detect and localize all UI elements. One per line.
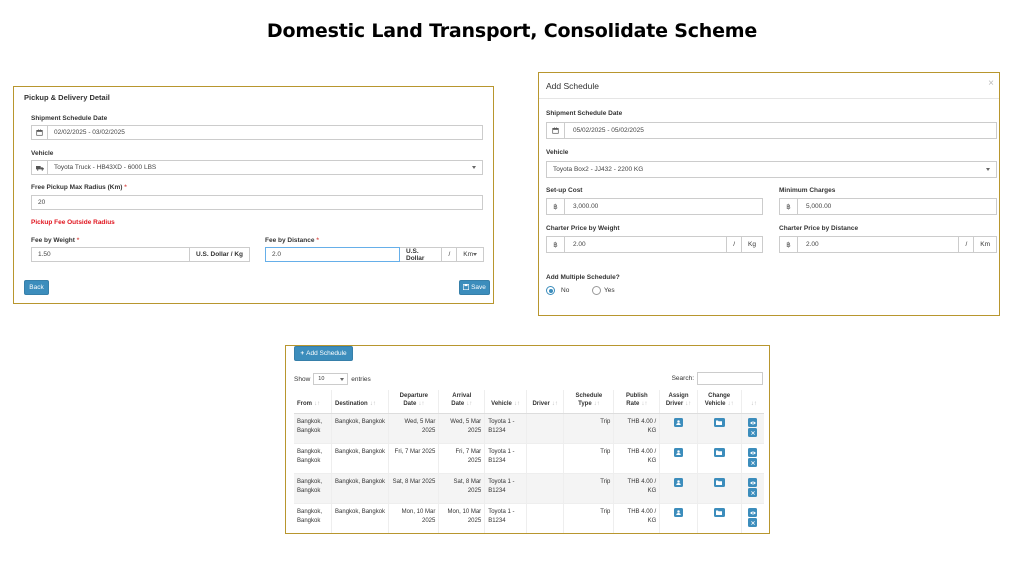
cell-from: Bangkok, Bangkok bbox=[294, 444, 332, 474]
change-vehicle-button[interactable] bbox=[714, 508, 725, 517]
radius-value: 20 bbox=[38, 199, 46, 206]
sort-icon: ↓↑ bbox=[593, 401, 600, 407]
entries-label: entries bbox=[351, 375, 371, 383]
delete-icon bbox=[751, 461, 755, 465]
eye-icon bbox=[750, 421, 756, 425]
cell-actions bbox=[741, 414, 764, 444]
col-destination[interactable] bbox=[332, 390, 389, 414]
cell-from: Bangkok, Bangkok bbox=[294, 414, 332, 444]
sort-icon: ↓↑ bbox=[750, 401, 757, 407]
col-change-vehicle[interactable] bbox=[697, 390, 741, 414]
cell-rate: THB 4.00 / KG bbox=[614, 474, 660, 504]
delete-button[interactable] bbox=[748, 428, 757, 437]
fee-distance-addon bbox=[400, 247, 484, 262]
baht-icon: ฿ bbox=[780, 237, 798, 252]
fee-distance-label bbox=[265, 237, 319, 244]
cell-arrival: Fri, 7 Mar 2025 bbox=[439, 444, 485, 474]
sort-icon: ↓↑ bbox=[641, 401, 648, 407]
view-button[interactable] bbox=[748, 478, 757, 487]
schedule-list-panel bbox=[285, 345, 770, 534]
eye-icon bbox=[750, 511, 756, 515]
table-row bbox=[294, 414, 764, 444]
user-icon bbox=[676, 480, 681, 485]
schedule-date-value: 02/02/2025 - 03/02/2025 bbox=[54, 129, 125, 136]
cell-departure: Fri, 7 Mar 2025 bbox=[389, 444, 439, 474]
required-mark: * bbox=[124, 184, 127, 191]
radius-label-text: Free Pickup Max Radius (Km) bbox=[31, 184, 123, 191]
cell-driver bbox=[526, 474, 564, 504]
cell-type: Trip bbox=[564, 414, 614, 444]
cell-vehicle: Toyota 1 - B1234 bbox=[485, 504, 527, 534]
cell-type: Trip bbox=[564, 444, 614, 474]
min-charges-input[interactable] bbox=[779, 198, 997, 215]
col-destination-label: Destination bbox=[335, 401, 368, 407]
col-assign-driver[interactable] bbox=[660, 390, 698, 414]
save-label: Save bbox=[471, 284, 486, 291]
save-icon bbox=[463, 284, 469, 292]
cell-arrival: Mon, 10 Mar 2025 bbox=[439, 504, 485, 534]
cell-assign-driver bbox=[660, 504, 698, 534]
cell-destination: Bangkok, Bangkok bbox=[332, 504, 389, 534]
back-button[interactable]: Back bbox=[24, 280, 49, 295]
caret-down-icon bbox=[473, 253, 477, 256]
fee-weight-label-text: Fee by Weight bbox=[31, 237, 75, 244]
col-from[interactable] bbox=[294, 390, 332, 414]
table-row bbox=[294, 504, 764, 534]
col-arrival-date[interactable] bbox=[439, 390, 485, 414]
folder-icon bbox=[716, 420, 722, 425]
col-schedule-type[interactable] bbox=[564, 390, 614, 414]
modal-title: Add Schedule bbox=[546, 81, 599, 91]
caret-down-icon bbox=[472, 166, 476, 169]
outside-radius-label: Pickup Fee Outside Radius bbox=[31, 219, 115, 226]
vehicle-select[interactable] bbox=[31, 160, 483, 175]
schedule-date-label: Shipment Schedule Date bbox=[31, 115, 108, 122]
fee-distance-currency: U.S. Dollar bbox=[406, 247, 425, 262]
schedule-table-body bbox=[294, 414, 764, 534]
charter-distance-label: Charter Price by Distance bbox=[779, 225, 859, 232]
view-button[interactable] bbox=[748, 448, 757, 457]
cell-from: Bangkok, Bangkok bbox=[294, 504, 332, 534]
radio-no[interactable] bbox=[546, 286, 569, 295]
change-vehicle-button[interactable] bbox=[714, 478, 725, 487]
close-icon[interactable]: × bbox=[988, 78, 994, 89]
vehicle-value: Toyota Truck - HB43XD - 6000 LBS bbox=[54, 164, 157, 171]
eye-icon bbox=[750, 481, 756, 485]
delete-icon bbox=[751, 521, 755, 525]
cell-from: Bangkok, Bangkok bbox=[294, 474, 332, 504]
radio-yes-label: Yes bbox=[604, 287, 615, 294]
baht-icon: ฿ bbox=[780, 199, 798, 214]
col-vehicle[interactable] bbox=[485, 390, 527, 414]
assign-driver-button[interactable] bbox=[674, 418, 683, 427]
col-type-label: Schedule Type bbox=[575, 393, 603, 407]
chevron-down-icon bbox=[340, 378, 344, 381]
cell-destination: Bangkok, Bangkok bbox=[332, 414, 389, 444]
delete-button[interactable] bbox=[748, 488, 757, 497]
multiple-schedule-label: Add Multiple Schedule? bbox=[546, 274, 620, 281]
sort-icon: ↓↑ bbox=[369, 401, 376, 407]
radius-label bbox=[31, 184, 127, 191]
cell-destination: Bangkok, Bangkok bbox=[332, 444, 389, 474]
vehicle-label: Vehicle bbox=[31, 150, 54, 157]
col-actions[interactable] bbox=[741, 390, 764, 414]
setup-cost-label: Set-up Cost bbox=[546, 187, 583, 194]
modal-header-divider bbox=[539, 98, 999, 99]
slash-separator: / bbox=[441, 248, 456, 261]
assign-driver-button[interactable] bbox=[674, 448, 683, 457]
add-schedule-modal bbox=[538, 72, 1000, 316]
folder-icon bbox=[716, 450, 722, 455]
delete-button[interactable] bbox=[748, 518, 757, 527]
schedule-date-field[interactable] bbox=[31, 125, 483, 140]
truck-icon bbox=[32, 161, 48, 174]
charter-weight-label: Charter Price by Weight bbox=[546, 225, 620, 232]
delete-icon bbox=[751, 491, 755, 495]
col-publish-rate[interactable] bbox=[614, 390, 660, 414]
sort-icon: ↓↑ bbox=[513, 401, 520, 407]
schedule-date-value: 05/02/2025 - 05/02/2025 bbox=[573, 127, 644, 134]
cell-actions bbox=[741, 474, 764, 504]
search-label: Search: bbox=[671, 375, 694, 382]
schedule-date-field[interactable] bbox=[546, 122, 997, 139]
user-icon bbox=[676, 420, 681, 425]
cell-departure: Sat, 8 Mar 2025 bbox=[389, 474, 439, 504]
sort-icon: ↓↑ bbox=[418, 401, 425, 407]
cell-vehicle: Toyota 1 - B1234 bbox=[485, 444, 527, 474]
col-from-label: From bbox=[297, 401, 312, 407]
fee-distance-input[interactable] bbox=[265, 247, 400, 262]
panel-title: Pickup & Delivery Detail bbox=[24, 93, 110, 102]
assign-driver-button[interactable] bbox=[674, 478, 683, 487]
min-charges-label: Minimum Charges bbox=[779, 187, 836, 194]
charter-distance-value: 2.00 bbox=[806, 241, 819, 248]
calendar-icon bbox=[32, 126, 48, 139]
required-mark: * bbox=[76, 237, 80, 244]
plus-icon: + bbox=[300, 350, 305, 357]
sort-icon: ↓↑ bbox=[551, 401, 558, 407]
delete-icon bbox=[751, 431, 755, 435]
cell-departure: Mon, 10 Mar 2025 bbox=[389, 504, 439, 534]
col-departure-label: Departure Date bbox=[399, 393, 428, 407]
radius-input[interactable] bbox=[31, 195, 483, 210]
fee-distance-value: 2.0 bbox=[272, 251, 282, 258]
col-vehicle-label: Vehicle bbox=[491, 401, 512, 407]
required-mark: * bbox=[316, 237, 319, 244]
assign-driver-button[interactable] bbox=[674, 508, 683, 517]
slash-separator: / bbox=[958, 237, 973, 252]
radio-dot bbox=[549, 289, 553, 293]
distance-unit-select[interactable] bbox=[456, 248, 483, 261]
charter-weight-value: 2.00 bbox=[573, 241, 586, 248]
cell-assign-driver bbox=[660, 444, 698, 474]
cell-assign-driver bbox=[660, 474, 698, 504]
charter-weight-input[interactable] bbox=[546, 236, 763, 253]
setup-cost-value: 3,000.00 bbox=[573, 203, 599, 210]
search-input[interactable] bbox=[697, 372, 763, 385]
user-icon bbox=[676, 510, 681, 515]
table-row bbox=[294, 444, 764, 474]
vehicle-value: Toyota Box2 - JJ432 - 2200 KG bbox=[553, 166, 644, 173]
col-rate-label: Publish Rate bbox=[625, 393, 648, 407]
cell-vehicle: Toyota 1 - B1234 bbox=[485, 414, 527, 444]
pickup-delivery-panel bbox=[13, 86, 494, 304]
caret-down-icon bbox=[986, 168, 990, 171]
col-assign-label: Assign Driver bbox=[665, 393, 689, 407]
save-button[interactable] bbox=[459, 280, 490, 295]
sort-icon: ↓↑ bbox=[314, 401, 320, 407]
fee-weight-value: 1.50 bbox=[38, 251, 51, 258]
cell-rate: THB 4.00 / KG bbox=[614, 414, 660, 444]
slash-separator: / bbox=[726, 237, 741, 252]
schedule-date-label: Shipment Schedule Date bbox=[546, 110, 623, 117]
cell-arrival: Sat, 8 Mar 2025 bbox=[439, 474, 485, 504]
cell-change-vehicle bbox=[697, 474, 741, 504]
weight-unit: Kg bbox=[741, 237, 762, 252]
fee-distance-label-text: Fee by Distance bbox=[265, 237, 315, 244]
col-driver-label: Driver bbox=[532, 401, 550, 407]
vehicle-label: Vehicle bbox=[546, 149, 569, 156]
view-button[interactable] bbox=[748, 508, 757, 517]
schedule-table bbox=[294, 390, 764, 534]
col-arrival-label: Arrival Date bbox=[451, 393, 472, 407]
cell-actions bbox=[741, 504, 764, 534]
delete-button[interactable] bbox=[748, 458, 757, 467]
cell-vehicle: Toyota 1 - B1234 bbox=[485, 474, 527, 504]
page-size-select[interactable] bbox=[313, 373, 348, 385]
cell-change-vehicle bbox=[697, 414, 741, 444]
view-button[interactable] bbox=[748, 418, 757, 427]
cell-destination: Bangkok, Bangkok bbox=[332, 474, 389, 504]
search-area bbox=[672, 372, 763, 385]
calendar-icon bbox=[547, 123, 565, 138]
sort-icon: ↓↑ bbox=[466, 401, 473, 407]
radio-yes[interactable] bbox=[592, 286, 615, 295]
cell-departure: Wed, 5 Mar 2025 bbox=[389, 414, 439, 444]
eye-icon bbox=[750, 451, 756, 455]
user-icon bbox=[676, 450, 681, 455]
change-vehicle-button[interactable] bbox=[714, 418, 725, 427]
slide-title: Domestic Land Transport, Consolidate Scheme bbox=[266, 20, 758, 42]
cell-driver bbox=[526, 444, 564, 474]
min-charges-value: 5,000.00 bbox=[806, 203, 832, 210]
baht-icon: ฿ bbox=[547, 199, 565, 214]
folder-icon bbox=[716, 510, 722, 515]
cell-type: Trip bbox=[564, 504, 614, 534]
radio-yes-circle[interactable] bbox=[592, 286, 601, 295]
show-label: Show bbox=[294, 375, 311, 383]
cell-driver bbox=[526, 414, 564, 444]
radio-no-circle[interactable] bbox=[546, 286, 555, 295]
page-size-value: 10 bbox=[318, 376, 325, 382]
col-change-label: Change Vehicle bbox=[704, 393, 731, 407]
cell-assign-driver bbox=[660, 414, 698, 444]
table-row bbox=[294, 474, 764, 504]
sort-icon: ↓↑ bbox=[685, 401, 692, 407]
folder-icon bbox=[716, 480, 722, 485]
cell-actions bbox=[741, 444, 764, 474]
charter-distance-input[interactable] bbox=[779, 236, 997, 253]
cell-rate: THB 4.00 / KG bbox=[614, 444, 660, 474]
cell-rate: THB 4.00 / KG bbox=[614, 504, 660, 534]
cell-change-vehicle bbox=[697, 444, 741, 474]
table-header-row bbox=[294, 390, 764, 414]
distance-unit-value: Km bbox=[463, 251, 473, 258]
add-schedule-button[interactable] bbox=[294, 346, 353, 361]
cell-arrival: Wed, 5 Mar 2025 bbox=[439, 414, 485, 444]
cell-change-vehicle bbox=[697, 504, 741, 534]
col-departure-date[interactable] bbox=[389, 390, 439, 414]
baht-icon: ฿ bbox=[547, 237, 565, 252]
distance-unit: Km bbox=[973, 237, 996, 252]
show-entries bbox=[294, 373, 371, 385]
radio-no-label: No bbox=[561, 287, 570, 294]
fee-weight-unit: U.S. Dollar / Kg bbox=[189, 248, 249, 261]
setup-cost-input[interactable] bbox=[546, 198, 763, 215]
sort-icon: ↓↑ bbox=[727, 401, 734, 407]
fee-weight-input[interactable] bbox=[31, 247, 250, 262]
add-schedule-label: Add Schedule bbox=[306, 350, 347, 357]
vehicle-select[interactable] bbox=[546, 161, 997, 178]
fee-weight-label bbox=[31, 237, 79, 244]
cell-driver bbox=[526, 504, 564, 534]
col-driver[interactable] bbox=[526, 390, 564, 414]
change-vehicle-button[interactable] bbox=[714, 448, 725, 457]
cell-type: Trip bbox=[564, 474, 614, 504]
